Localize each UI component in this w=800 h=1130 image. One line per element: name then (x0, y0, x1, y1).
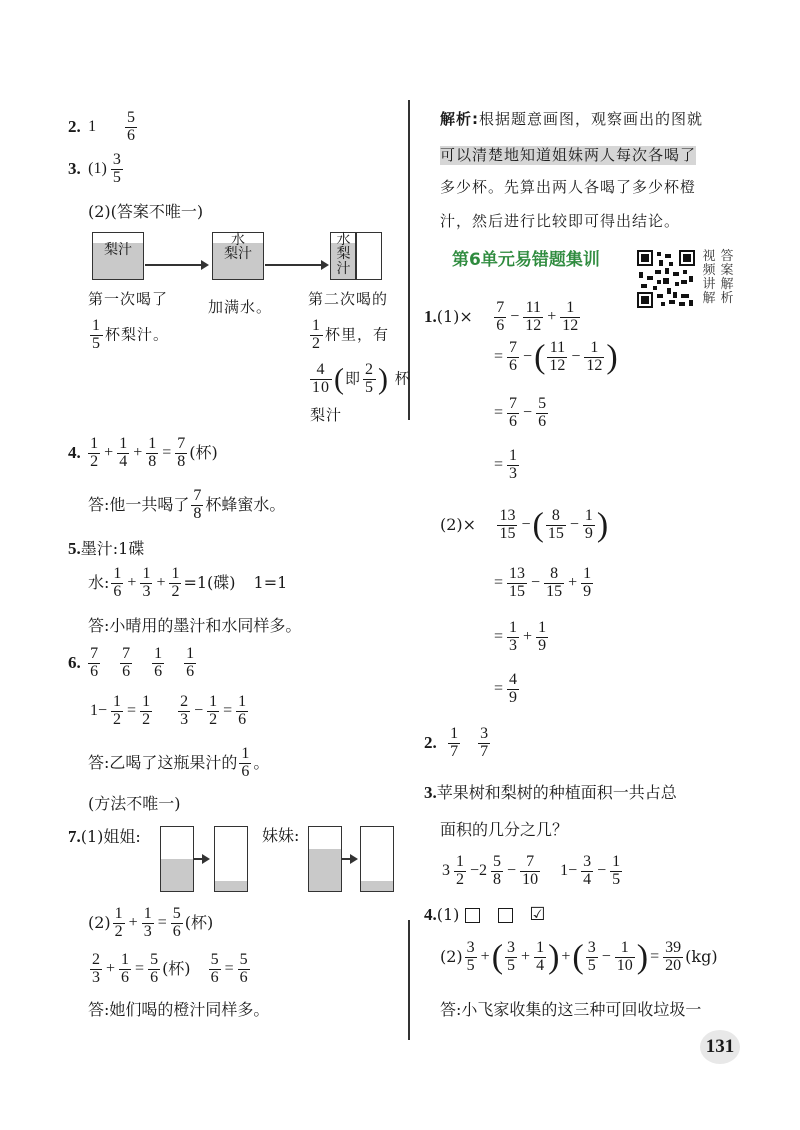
section-title: 第6单元易错题集训 (452, 250, 600, 270)
caption-3-c: $\frac{4}{10}$ (即 $\frac{2}{5}$ ) 杯 (312, 361, 411, 396)
q3-part2-label: (2)(答案不唯一) (88, 202, 204, 221)
q6-note: (方法不唯一) (88, 794, 181, 813)
q6-answer: 答:乙喝了这瓶果汁的 $\frac{1}{6}$ 。 (88, 745, 270, 780)
caption-3: 第二次喝的 (308, 290, 389, 308)
question-4: 4. $\frac{1}{2}$ + $\frac{1}{4}$ + $\frac{1}{8}$ = $\frac{7}{8}$ (杯) (68, 435, 218, 470)
column-divider (408, 920, 410, 1040)
q6-equations: 1− $\frac{1}{2}$ = $\frac{1}{2}$ $\frac{2}{3}$ − $\frac{1}{2}$ = $\frac{1}{6}$ (90, 693, 247, 728)
caption-3-d: 梨汁 (310, 406, 343, 424)
fraction: $\frac{3}{5}$ (112, 151, 121, 186)
right-question-3: 3.苹果树和梨树的种植面积一共占总 (424, 783, 677, 802)
question-6: 6. $\frac{7}{6}$ $\frac{7}{6}$ $\frac{1}{6}$ $\frac{1}{6}$ (68, 645, 195, 680)
arrow (265, 264, 327, 266)
question-5: 5.墨汁:1碟 (68, 539, 145, 558)
q5-answer: 答:小晴用的墨汁和水同样多。 (88, 616, 302, 635)
analysis-line-1: 解析:根据题意画图，观察画出的图就 (440, 110, 704, 128)
r1-part2-step-3: = $\frac{4}{9}$ (494, 671, 518, 706)
checkbox-checked-icon[interactable]: ☑ (529, 904, 546, 925)
question-2: 2. 1 $\frac{5}{6}$ (68, 109, 135, 144)
r1-part2: (2)× $\frac{13}{15}$ −( $\frac{8}{15}$ − $\frac{1}{9}$ ) (440, 506, 609, 544)
caption-1-b: $\frac{1}{5}$ 杯梨汁。 (92, 317, 170, 352)
r1-step-3: = $\frac{1}{3}$ (494, 447, 518, 482)
r4-part2: (2) $\frac{3}{5}$ +( $\frac{3}{5}$ + $\frac{1}{4}$ ) +( $\frac{3}{5}$ − $\frac{1}{10}$ ) = $\frac{39}{20}$ (kg) (440, 938, 718, 976)
analysis-line-2: 可以清楚地知道姐妹两人每次各喝了 (440, 146, 697, 164)
arrow (145, 264, 207, 266)
r3-expression: 3 $\frac{1}{2}$ −2 $\frac{5}{8}$ − $\frac{7}{10}$ 1− $\frac{3}{4}$ − $\frac{1}{5}$ (442, 853, 621, 888)
juice-glass-1: 梨汁 (92, 232, 144, 280)
r1-part2-step-1: = $\frac{13}{15}$ − $\frac{8}{15}$ + $\frac{1}{9}$ (494, 565, 592, 600)
arrow (342, 858, 356, 860)
juice-glass-3: 水 梨汁 (330, 232, 382, 280)
checkbox-empty-icon[interactable] (498, 908, 513, 923)
question-7: 7.(1)姐姐: (68, 827, 141, 846)
caption-1: 第一次喝了 (88, 290, 169, 308)
r1-part2-step-2: = $\frac{1}{3}$ + $\frac{1}{9}$ (494, 619, 547, 654)
sister-glass-2 (214, 826, 248, 892)
video-label: 视频讲解 (702, 249, 716, 306)
r1-step-1: = $\frac{7}{6}$ −( $\frac{11}{12}$ − $\frac{1}{12}$ ) (494, 338, 618, 376)
checkbox-empty-icon[interactable] (465, 908, 480, 923)
fraction: $\frac{5}{6}$ (126, 109, 135, 144)
question-3: 3. (1) $\frac{3}{5}$ (68, 151, 121, 186)
r3-line-2: 面积的几分之几？ (440, 820, 569, 839)
analysis-line-4: 汁，然后进行比较即可得出结论。 (440, 212, 681, 230)
q5-water: 水: $\frac{1}{6}$ + $\frac{1}{3}$ + $\frac{1}{2}$ =1(碟) 1=1 (88, 565, 288, 600)
younger-sister-label: 妹妹: (262, 826, 300, 845)
r1-step-2: = $\frac{7}{6}$ − $\frac{5}{6}$ (494, 395, 547, 430)
q7-part2: (2) $\frac{1}{2}$ + $\frac{1}{3}$ = $\frac{5}{6}$ (杯) (88, 905, 214, 940)
sister-glass-1 (160, 826, 194, 892)
q7-part2-b: $\frac{2}{3}$ + $\frac{1}{6}$ = $\frac{5}{6}$ (杯) $\frac{5}{6}$ = $\frac{5}{6}$ (92, 951, 248, 986)
younger-glass-1 (308, 826, 342, 892)
right-question-1: 1.(1)× $\frac{7}{6}$ − $\frac{11}{12}$ + $\frac{1}{12}$ (424, 299, 579, 334)
juice-glass-2: 水 梨汁 (212, 232, 264, 280)
q4-answer: 答:他一共喝了 $\frac{7}{8}$ 杯蜂蜜水。 (88, 487, 286, 522)
page-number: 131 (700, 1030, 740, 1064)
answer-label: 答案解析 (720, 249, 734, 306)
right-question-4: 4.(1) ☑ (424, 904, 546, 925)
caption-3-b: $\frac{1}{2}$ 杯里，有 (312, 317, 390, 352)
qr-code-icon[interactable] (637, 250, 695, 308)
caption-2: 加满水。 (208, 298, 273, 316)
younger-glass-2 (360, 826, 394, 892)
right-question-2: 2. $\frac{1}{7}$ $\frac{3}{7}$ (424, 725, 489, 760)
arrow (194, 858, 208, 860)
q7-answer: 答:她们喝的橙汁同样多。 (88, 1000, 270, 1019)
analysis-line-3: 多少杯。先算出两人各喝了多少杯橙 (440, 178, 697, 196)
r4-answer: 答:小飞家收集的这三种可回收垃圾一 (440, 1000, 702, 1019)
